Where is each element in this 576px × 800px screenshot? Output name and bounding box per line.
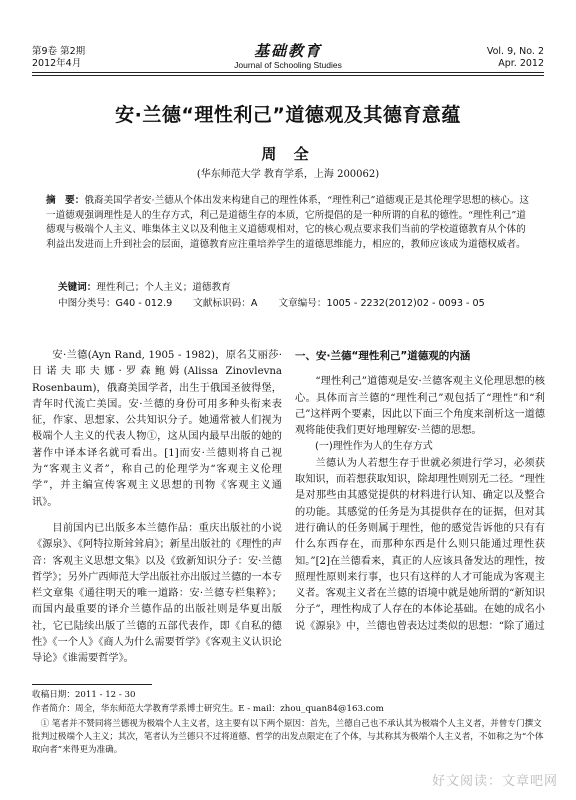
keywords-text: 理性利己；个人主义；道德教育 — [96, 282, 231, 293]
issue-cn: 第9卷 第2期 — [32, 46, 86, 57]
body-paragraph: 安·兰德(Ayn Rand, 1905 - 1982)，原名艾丽莎·日诺夫耶夫娜·罗森鲍姆(Alissa Zinovlevna Rosenbaum)，俄裔美国学者，出生于俄国圣彼得堡，青年时代流亡美国。安·兰德的身份可用多种头衔来表征，作家、思想家、公共知识分子。她通常被人们视为极端个人主义的代表人物①，这从国内最早出版的她的著作中译本译名就可看出。[1]而安·兰德则将自己视为“客观主义者”，称自己的伦理学为“客观主义伦理学”，并主编宣传客观主义思想的刊物《客观主义通讯》。 — [32, 350, 282, 508]
article-title: 安·兰德“理性利己”道德观及其德育意蕴 — [115, 104, 461, 126]
journal-logo: 基础教育 — [253, 42, 322, 60]
body-paragraph: “理性利己”道德观是安·兰德客观主义伦理思想的核心。具体而言兰德的“理性利己”观包括了“理性”和“利己”这样两个要素，因此以下面三个角度来剖析这一道德观将能使我们更好地理解安·兰德的思想。 — [295, 376, 545, 437]
abstract-text: 俄裔美国学者安·兰德从个体出发来构建自己的理性体系，“理性利己”道德观正是其伦理学思想的核心。这一道德观强调理性是人的生存方式，利己是道德生存的本质，它所提倡的是一种所谓的自私的德性。“理性利己”道德观与极端个人主义、唯集体主义以及利他主义道德观相对，它的核心观点要求我们当前的学校道德教育从个体的利益出发进而上升到社会的层面，道德教育应注重培养学生的道德思维能力，相应的，教师应该成为道德权威者。 — [46, 195, 529, 250]
date-cn: 2012年4月 — [32, 58, 82, 69]
article-number: 文章编号：1005 - 2232(2012)02 - 0093 - 05 — [278, 298, 485, 309]
received-date: 收稿日期：2011 - 12 - 30 — [32, 690, 136, 700]
header-rule-bottom — [32, 75, 544, 76]
volume: Vol. 9, No. 2 — [486, 46, 544, 57]
section-heading: 一、安·兰德“理性利己”道德观的内涵 — [295, 350, 471, 362]
author-name: 周 全 — [261, 145, 315, 163]
classification-line — [58, 297, 528, 311]
right-column — [295, 348, 545, 635]
author-bio: 作者简介：周全，华东师范大学教育学系博士研究生。E - mail：zhou_quan84@163.com — [32, 704, 384, 714]
body-paragraph: 兰德认为人若想生存于世就必须进行学习，必须获取知识，而若想获取知识，除却理性则别无二径。“理性是对那些由其感觉提供的材料进行认知、确定以及整合的功能。其感觉的任务是为其提供存在的证据，但对其进行确认的任务则属于理性，他的感觉告诉他的只有有什么东西存在，而那种东西是什么则只能通过理性获知。”[2]在兰德看来，真正的人应该具备发达的理性，按照理性原则来行事，也只有这样的人才可能成为客观主义者。客观主义者在兰德的语境中就是她所谓的“新知识分子”，理性构成了人存在的本体论基础。在她的成名小说《源泉》中，兰德也曾表达过类似的思想：“除了通过 — [295, 457, 545, 632]
clc-number: 中图分类号：G40 - 012.9 — [58, 298, 173, 309]
watermark: 好文阅读：文章吧网 — [431, 774, 558, 789]
header-right — [487, 46, 544, 70]
subsection-heading: (一)理性作为人的生存方式 — [315, 441, 433, 453]
keywords — [58, 281, 528, 295]
body-paragraph: 目前国内已出版多本兰德作品：重庆出版社的小说《源泉》、《阿特拉斯耸耸肩》；新星出版社的《理性的声音：客观主义思想文集》以及《致新知识分子：安·兰德哲学》；另外广西师范大学出版社亦出版过兰德的一本专栏文章集《通往明天的唯一道路：安·兰德专栏集粹》；而国内最重要的译介兰德作品的出版社则是华夏出版社，它已陆续出版了兰德的五部代表作，即《自私的德性》《一个人》《商人为什么需要哲学》《客观主义认识论导论》《谁需要哲学》。 — [32, 522, 282, 665]
keywords-label: 关键词： — [58, 282, 97, 293]
document-code: 文献标识码：A — [193, 298, 258, 309]
left-column — [32, 348, 282, 668]
abstract-label: 摘 要： — [46, 195, 85, 206]
footnote-1: ① 笔者并不赞同将兰德视为极端个人主义者，这主要有以下两个原因：首先，兰德自己也不承认其为极端个人主义者，并曾专门撰文批判过极端个人主义；其次，笔者认为兰德只不过将道德、哲学的出发点限定在了个体，与其称其为极端个人主义者，不如称之为“个体取向者”来得更为准确。 — [32, 719, 544, 755]
header-rule-top — [32, 72, 544, 73]
date-en: Apr. 2012 — [498, 58, 544, 69]
footnote-rule — [32, 684, 152, 685]
abstract — [46, 194, 530, 252]
author-affiliation: (华东师范大学 教育学系，上海 200062) — [196, 169, 380, 180]
journal-name-en: Journal of Schooling Studies — [234, 60, 342, 70]
